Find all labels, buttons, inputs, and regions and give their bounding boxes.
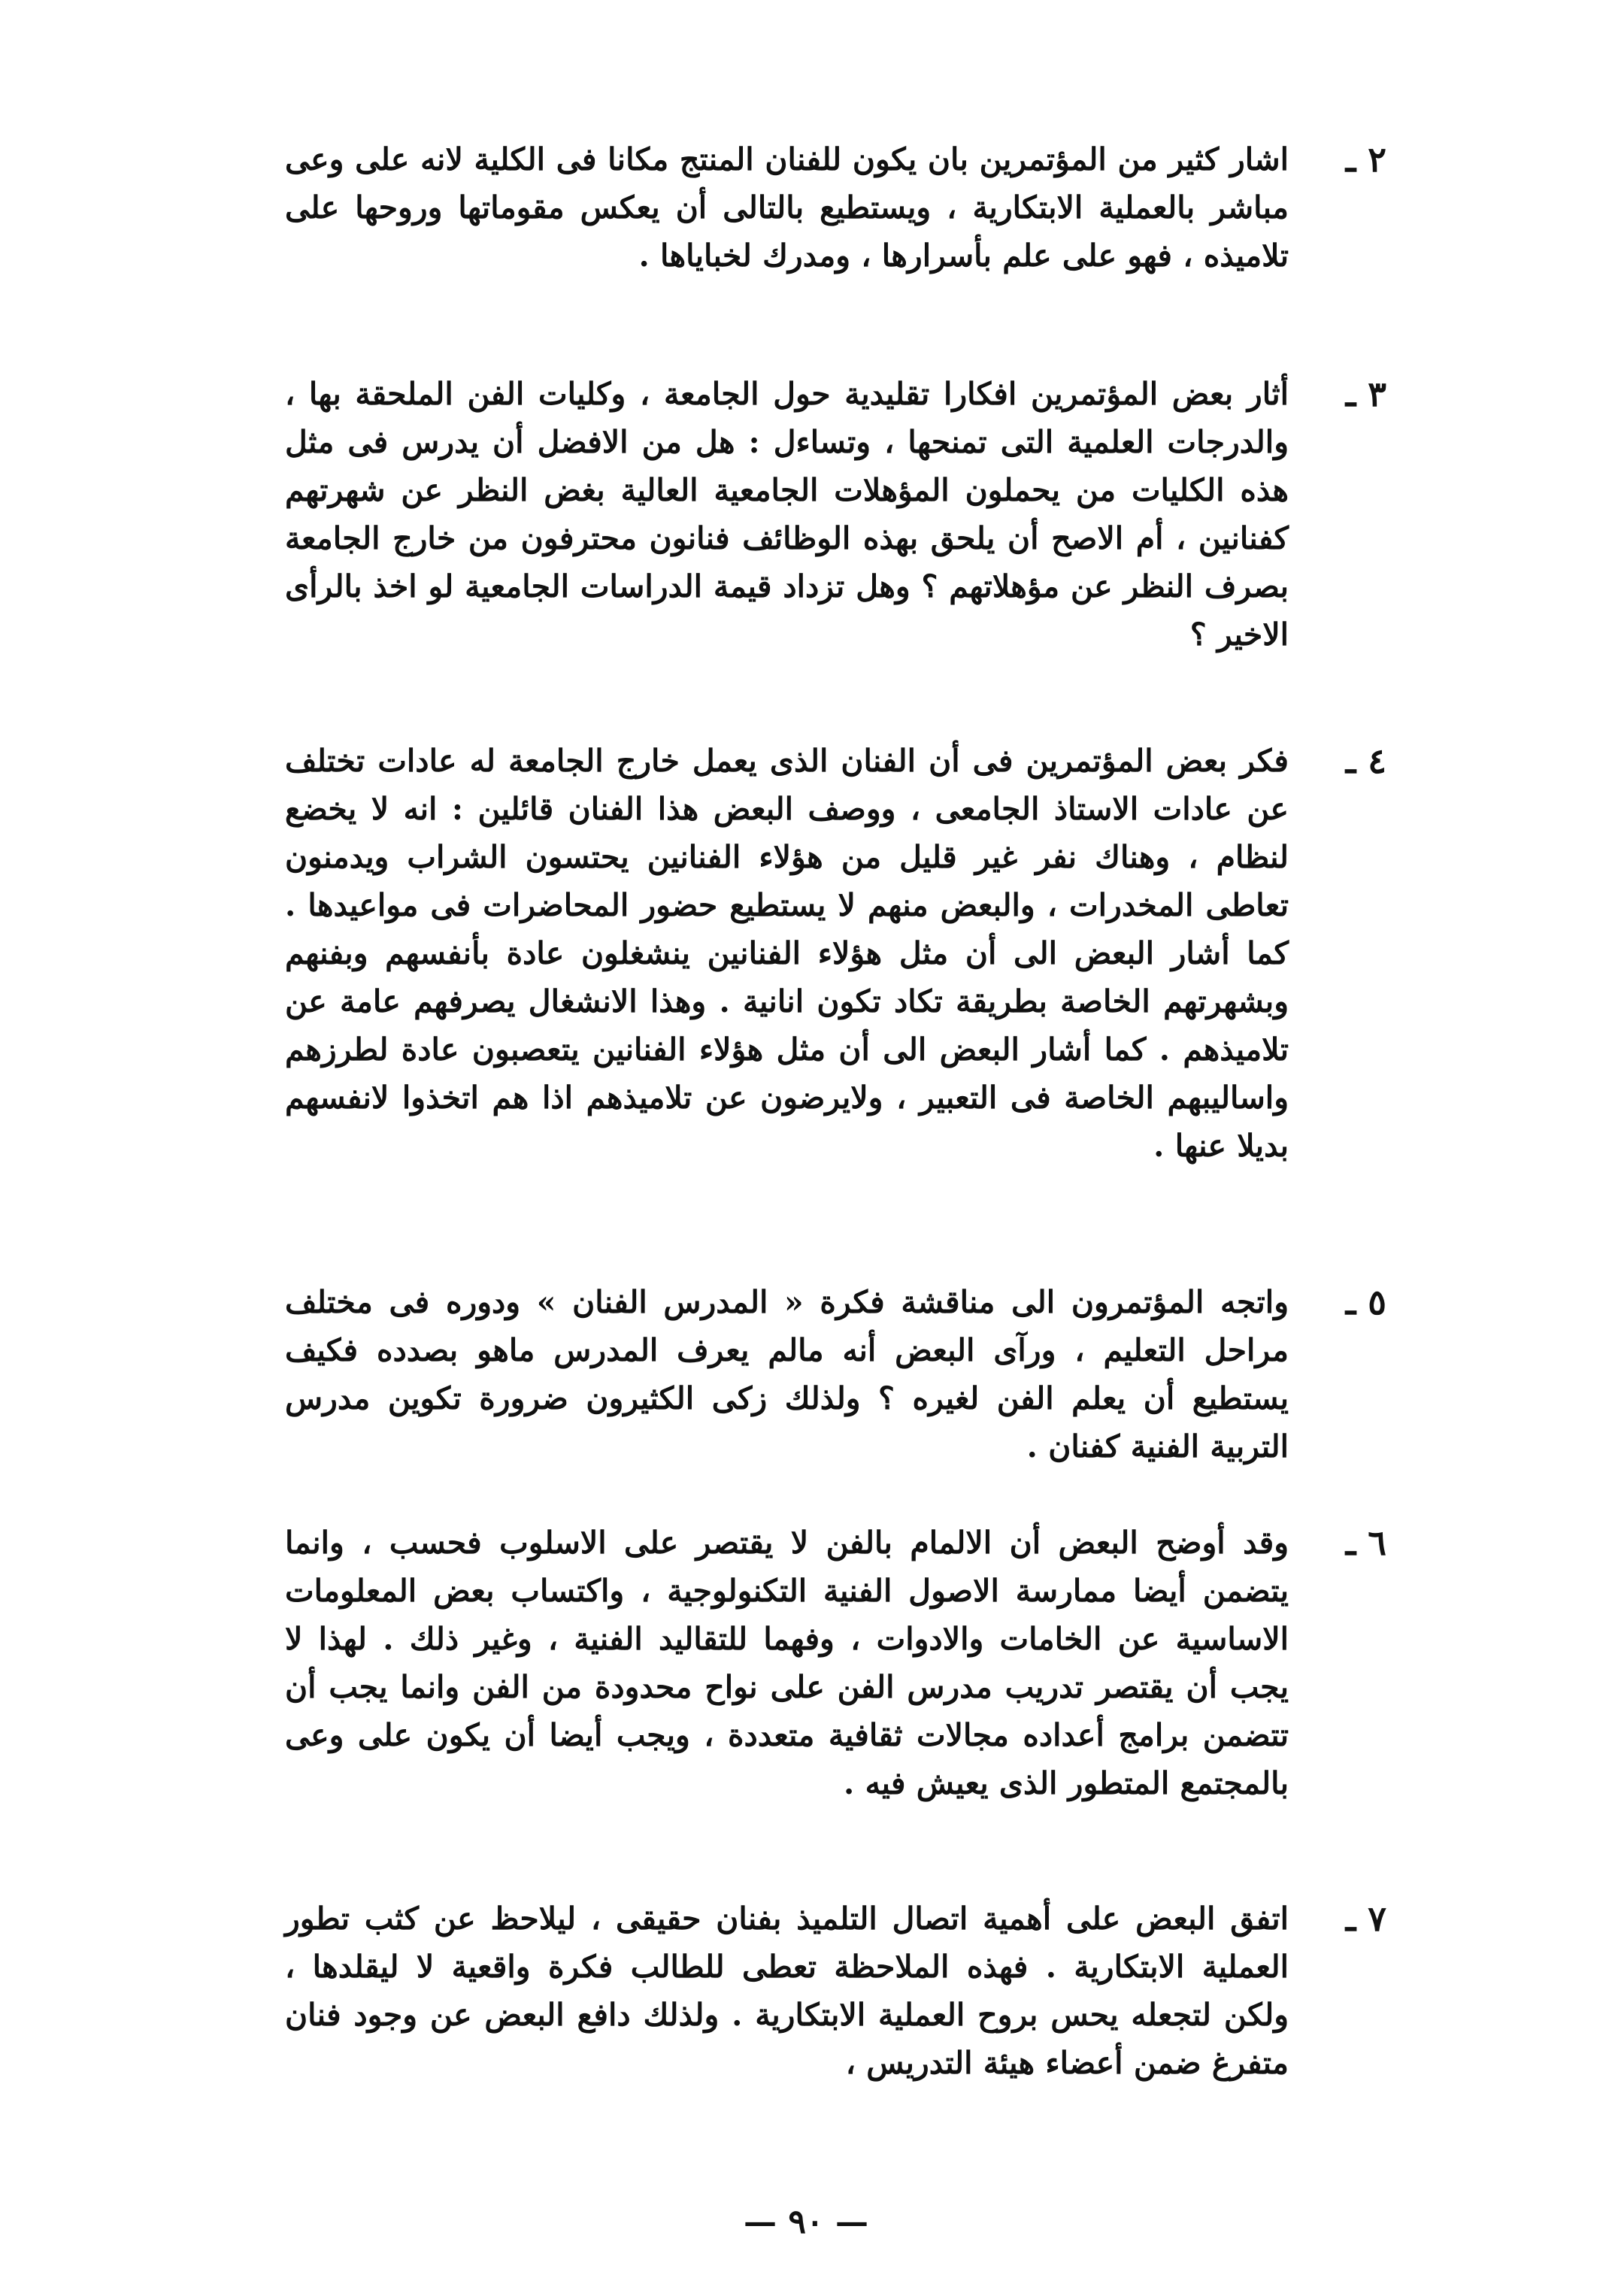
item-text: فكر بعض المؤتمرين فى أن الفنان الذى يعمل خارج الجامعة له عادات تختلف عن عادات الاستاذ الجامعى ، ووصف البعض هذا الفنان قائلين : انه لا يخضع لنظام ، وهناك نفر غير قليل من هؤلاء الفنانين يحتسون الشراب ويدمنون تعاطى المخدرات ، والبعض منهم لا يستطيع حضور المحاضرات فى مواعيدها . كما أشار البعض الى أن مثل هؤلاء الفنانين ينشغلون عادة بأنفسهم وبفنهم وبشهرتهم الخاصة بطريقة تكاد تكون انانية . وهذا الانشغال يصرفهم عامة عن تلاميذهم . كما أشار البعض الى أن مثل هؤلاء الفنانين يتعصبون عادة لطرزهم واساليبهم الخاصة فى التعبير ، ولايرضون عن تلاميذهم اذا هم اتخذوا لانفسهم بديلا عنها . (285, 743, 1289, 1164)
item-number: ٧ ـ (1345, 1898, 1386, 1939)
item-text: أثار بعض المؤتمرين افكارا تقليدية حول الجامعة ، وكليات الفن الملحقة بها ، والدرجات العلمية التى تمنحها ، وتساءل : هل من الافضل أن يدرس فى مثل هذه الكليات من يحملون المؤهلات الجامعية العالية بغض النظر عن شهرتهم كفنانين ، أم الاصح أن يلحق بهذه الوظائف فنانون محترفون من خارج الجامعة بصرف النظر عن مؤهلاتهم ؟ وهل تزداد قيمة الدراسات الجامعية لو اخذ بالرأى الاخير ؟ (285, 376, 1289, 653)
item-number: ٢ ـ (1345, 139, 1386, 180)
item-number: ٦ ـ (1345, 1522, 1386, 1563)
page-number: — ٩٠ — (744, 2203, 868, 2241)
item-number: ٥ ـ (1345, 1282, 1386, 1322)
item-text: واتجه المؤتمرون الى مناقشة فكرة « المدرس الفنان » ودوره فى مختلف مراحل التعليم ، ورآى البعض أنه مالم يعرف المدرس ماهو بصدده فكيف يستطيع أن يعلم الفن لغيره ؟ ولذلك زكى الكثيرون ضرورة تكوين مدرس التربية الفنية كفنان . (285, 1284, 1289, 1465)
item-number: ٣ ـ (1345, 374, 1386, 414)
item-text: اشار كثير من المؤتمرين بان يكون للفنان المنتج مكانا فى الكلية لانه على وعى مباشر بالعملية الابتكارية ، ويستطيع بالتالى أن يعكس مقوماتها وروحها على تلاميذه ، فهو على علم بأسرارها ، ومدرك لخباياها . (285, 141, 1289, 274)
item-text: وقد أوضح البعض أن الالمام بالفن لا يقتصر على الاسلوب فحسب ، وانما يتضمن أيضا ممارسة الاصول الفنية التكنولوجية ، واكتساب بعض المعلومات الاساسية عن الخامات والادوات ، وفهما للتقاليد الفنية ، وغير ذلك . لهذا لا يجب أن يقتصر تدريب مدرس الفن على نواح محدودة من الفن وانما يجب أن تتضمن برامج أعداده مجالات ثقافية متعددة ، ويجب أيضا أن يكون على وعى بالمجتمع المتطور الذى يعيش فيه . (285, 1525, 1289, 1801)
item-text: اتفق البعض على أهمية اتصال التلميذ بفنان حقيقى ، ليلاحظ عن كثب تطور العملية الابتكارية . فهذه الملاحظة تعطى للطالب فكرة واقعية لا ليقلدها ، ولكن لتجعله يحس بروح العملية الابتكارية . ولذلك دافع البعض عن وجود فنان متفرغ ضمن أعضاء هيئة التدريس ، (285, 1901, 1289, 2081)
item-number: ٤ ـ (1345, 741, 1386, 781)
